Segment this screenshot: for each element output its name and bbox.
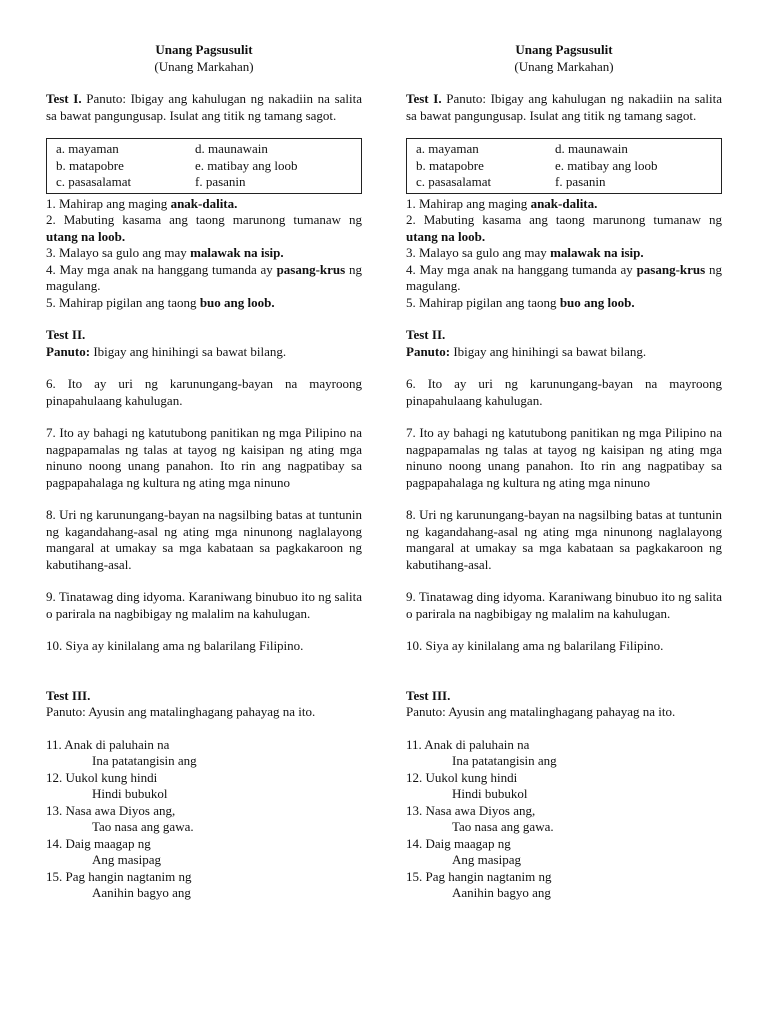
- test1-item: 5. Mahirap pigilan ang taong buo ang loob.: [406, 294, 635, 310]
- test3-instruction: Panuto: Ayusin ang matalinghagang pahayag na ito.: [406, 704, 676, 719]
- test2-item: 10. Siya ay kinilalang ama ng balarilang Filipino.: [406, 638, 664, 653]
- choices-box: [406, 138, 722, 194]
- choice-b: b. matapobre: [56, 157, 124, 173]
- page-subtitle: (Unang Markahan): [514, 58, 614, 74]
- test2-item: 8. Uri ng karunungang-bayan na nagsilbing batas at tuntunin ng kagandahang-asal ng ating mga ninunong naglalayong mangaral at umakay sa mga kabataan sa pagkakaroon ng kabutihang-asal.: [406, 507, 722, 572]
- test3-label: Test III.: [406, 687, 451, 703]
- test3-item: 15. Pag hangin nagtanim ng Aanihin bagyo ang: [46, 868, 192, 900]
- test1-item: 3. Malayo sa gulo ang may malawak na isip.: [406, 245, 644, 260]
- test3-item: 11. Anak di paluhain na Ina patatangisin ang: [46, 736, 197, 768]
- test1-item: 1. Mahirap ang maging anak-dalita.: [46, 195, 238, 211]
- test3-item: 14. Daig maagap ng Ang masipag: [406, 835, 521, 867]
- test1-instruction: Test I. Panuto: Ibigay ang kahulugan ng nakadiin na salita sa bawat pangungusap. Isulat ang titik ng tamang sagot.: [46, 91, 363, 123]
- test1-item: 2. Mabuting kasama ang taong marunong tumanaw ng utang na loob.: [46, 212, 362, 244]
- test2-item: 10. Siya ay kinilalang ama ng balarilang Filipino.: [46, 638, 304, 653]
- choice-a: a. mayaman: [56, 141, 119, 156]
- choice-f: f. pasanin: [555, 174, 606, 189]
- test3-item: 12. Uukol kung hindi Hindi bubukol: [46, 769, 168, 801]
- test1-label: Test I.: [46, 91, 82, 106]
- choice-e: e. matibay ang loob: [195, 157, 298, 173]
- test2-instruction: Panuto: Ibigay ang hinihingi sa bawat bilang.: [46, 343, 287, 359]
- test2-item: 6. Ito ay uri ng karunungang-bayan na mayroong pinapahulaang kahulugan.: [406, 376, 722, 408]
- test2-item: 7. Ito ay bahagi ng katutubong panitikan ng mga Pilipino na nagpapamalas ng talas at tayog ng kaisipan ng ating mga ninuno noong unang panahon. Ito rin ang nagpatibay sa pagpapahalaga ng kultura ng ating mga ninuno: [406, 425, 722, 490]
- choice-f: f. pasanin: [195, 174, 246, 189]
- test1-item: 2. Mabuting kasama ang taong marunong tumanaw ng utang na loob.: [406, 212, 722, 244]
- test3-item: 11. Anak di paluhain na Ina patatangisin ang: [406, 736, 557, 768]
- test1-item: 3. Malayo sa gulo ang may malawak na isip.: [46, 245, 284, 260]
- choice-d: d. maunawain: [195, 141, 268, 156]
- choice-e: e. matibay ang loob: [555, 157, 658, 173]
- page-title: Unang Pagsusulit: [515, 42, 613, 57]
- test3-label: Test III.: [46, 687, 91, 703]
- test2-instruction: Panuto: Ibigay ang hinihingi sa bawat bilang.: [406, 343, 647, 359]
- test2-item: 9. Tinatawag ding idyoma. Karaniwang binubuo ito ng salita o parirala na nagbibigay ng malalim na kahulugan.: [406, 589, 722, 621]
- test3-item: 15. Pag hangin nagtanim ng Aanihin bagyo ang: [406, 868, 552, 900]
- test2-label: Test II.: [406, 327, 446, 342]
- test2-label: Test II.: [46, 327, 86, 342]
- page-subtitle: (Unang Markahan): [154, 58, 254, 74]
- test1-item: 1. Mahirap ang maging anak-dalita.: [406, 195, 598, 211]
- test1-item: 4. May mga anak na hanggang tumanda ay pasang-krus ng magulang.: [46, 261, 362, 293]
- test3-instruction: Panuto: Ayusin ang matalinghagang pahayag na ito.: [46, 704, 316, 719]
- test2-item: 6. Ito ay uri ng karunungang-bayan na mayroong pinapahulaang kahulugan.: [46, 376, 362, 408]
- test3-item: 13. Nasa awa Diyos ang, Tao nasa ang gawa.: [406, 802, 554, 834]
- test2-item: 9. Tinatawag ding idyoma. Karaniwang binubuo ito ng salita o parirala na nagbibigay ng malalim na kahulugan.: [46, 589, 362, 621]
- choice-a: a. mayaman: [416, 141, 479, 156]
- right-column: [406, 42, 722, 902]
- choice-b: b. matapobre: [416, 157, 484, 173]
- test2-item: 8. Uri ng karunungang-bayan na nagsilbing batas at tuntunin ng kagandahang-asal ng ating mga ninunong naglalayong mangaral at umakay sa mga kabataan sa pagkakaroon ng kabutihang-asal.: [46, 507, 362, 572]
- choices-box: [46, 138, 362, 194]
- test3-item: 13. Nasa awa Diyos ang, Tao nasa ang gawa.: [46, 802, 194, 834]
- choice-d: d. maunawain: [555, 141, 628, 156]
- test1-item: 5. Mahirap pigilan ang taong buo ang loob.: [46, 294, 275, 310]
- page-title: Unang Pagsusulit: [155, 42, 253, 57]
- test1-item: 4. May mga anak na hanggang tumanda ay pasang-krus ng magulang.: [406, 261, 722, 293]
- test3-item: 12. Uukol kung hindi Hindi bubukol: [406, 769, 528, 801]
- test1-instruction: Test I. Panuto: Ibigay ang kahulugan ng nakadiin na salita sa bawat pangungusap. Isulat ang titik ng tamang sagot.: [406, 91, 723, 123]
- left-column: [46, 42, 362, 902]
- test1-label: Test I.: [406, 91, 442, 106]
- choice-c: c. pasasalamat: [416, 174, 492, 189]
- choice-c: c. pasasalamat: [56, 174, 132, 189]
- test2-item: 7. Ito ay bahagi ng katutubong panitikan ng mga Pilipino na nagpapamalas ng talas at tayog ng kaisipan ng ating mga ninuno noong unang panahon. Ito rin ang nagpatibay sa pagpapahalaga ng kultura ng ating mga ninuno: [46, 425, 362, 490]
- test3-item: 14. Daig maagap ng Ang masipag: [46, 835, 161, 867]
